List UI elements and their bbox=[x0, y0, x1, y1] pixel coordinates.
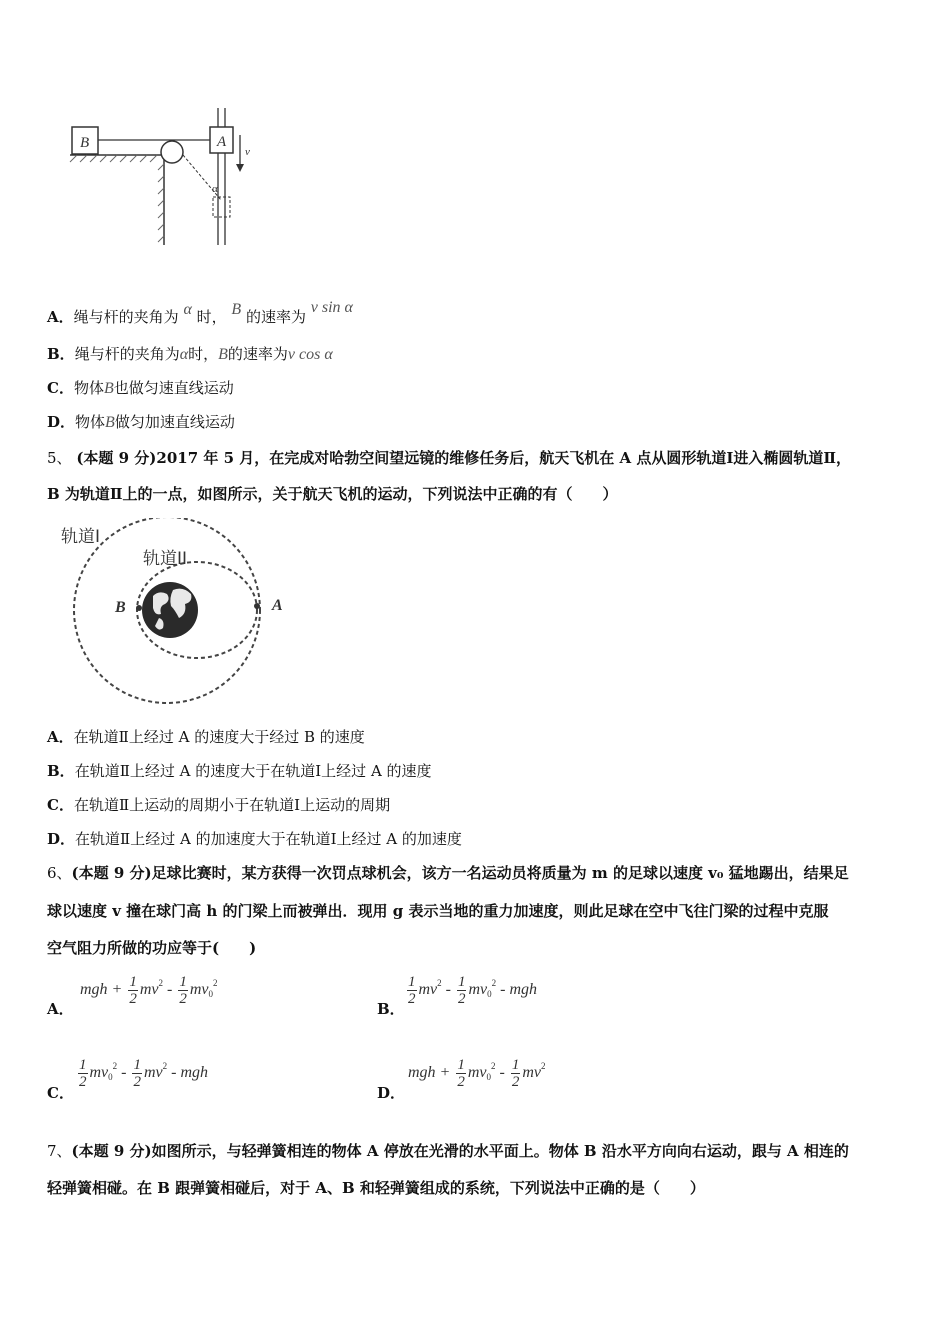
q5-option-d[interactable]: D．在轨道Ⅱ上经过 A 的加速度大于在轨道Ⅰ上经过 A 的加速度 bbox=[47, 830, 462, 848]
q6-option-b-key[interactable]: B． bbox=[377, 1000, 405, 1018]
point-b bbox=[136, 605, 142, 611]
q5-stem-line2: B 为轨道Ⅱ上的一点，如图所示，关于航天飞机的运动，下列说法中正确的有（ ） bbox=[47, 485, 618, 503]
q6-option-a-expr[interactable]: mgh + $\frac{1}{2}$ $mv^2$ - $\frac{1}{2}$ $mv_0^2$ bbox=[80, 974, 218, 1007]
q5-option-a[interactable]: A．在轨道Ⅱ上经过 A 的速度大于经过 B 的速度 bbox=[47, 728, 365, 746]
q6-stem-line3: 空气阻力所做的功应等于( ) bbox=[47, 939, 257, 957]
block-a-label: A bbox=[217, 134, 227, 150]
q6-option-a-key[interactable]: A． bbox=[47, 1000, 74, 1018]
q7-stem-line1: 7、(本题 9 分)如图所示，与轻弹簧相连的物体 A 停放在光滑的水平面上。物体 B 沿水平方向向右运动，跟与 A 相连的 bbox=[47, 1142, 849, 1160]
q6-option-c-key[interactable]: C． bbox=[47, 1084, 74, 1102]
q5-option-c[interactable]: C．在轨道Ⅱ上运动的周期小于在轨道Ⅰ上运动的周期 bbox=[47, 796, 391, 814]
q6-stem-line2: 球以速度 v 撞在球门高 h 的门梁上而被弹出．现用 g 表示当地的重力加速度，则此足球在空中飞往门梁的过程中克服 bbox=[47, 902, 829, 920]
block-a-later bbox=[213, 197, 230, 217]
q6-option-b-expr[interactable]: $\frac{1}{2}$ $mv^2$ - $\frac{1}{2}$ $mv_0^2$ - mgh bbox=[408, 974, 538, 1007]
q6-option-d-key[interactable]: D． bbox=[377, 1084, 406, 1102]
q6-option-c-expr[interactable]: $\frac{1}{2}$ $mv_0^2$ - $\frac{1}{2}$ $mv^2$ - mgh bbox=[79, 1057, 209, 1090]
q7-stem-line2: 轻弹簧相碰。在 B 跟弹簧相碰后，对于 A、B 和轻弹簧组成的系统，下列说法中正确的是（ ） bbox=[47, 1179, 705, 1197]
q6-stem-line1: 6、(本题 9 分)足球比赛时，某方获得一次罚点球机会，该方一名运动员将质量为 m 的足球以速度 v₀ 猛地踢出，结果足 bbox=[47, 864, 849, 882]
alpha-label: α bbox=[212, 183, 218, 195]
point-a bbox=[254, 603, 260, 609]
q5-option-b[interactable]: B．在轨道Ⅱ上经过 A 的速度大于在轨道Ⅰ上经过 A 的速度 bbox=[47, 762, 432, 780]
q4-option-b[interactable]: B．绳与杆的夹角为α时，B的速率为v cos α bbox=[47, 345, 333, 363]
table-hatch bbox=[70, 155, 157, 162]
point-a-label: A bbox=[272, 597, 283, 614]
velocity-arrowhead bbox=[236, 164, 244, 172]
block-b-label: B bbox=[80, 135, 90, 151]
q4-option-c[interactable]: C．物体B也做匀速直线运动 bbox=[47, 379, 234, 397]
q6-option-d-expr[interactable]: mgh + $\frac{1}{2}$ $mv_0^2$ - $\frac{1}{2}$ $mv^2$ bbox=[408, 1057, 546, 1090]
earth bbox=[142, 582, 198, 638]
orbit-2-label: 轨道II bbox=[143, 549, 188, 569]
pulley-figure bbox=[40, 100, 300, 260]
q5-stem-line1: 5、 (本题 9 分)2017 年 5 月，在完成对哈勃空间望远镜的维修任务后，航天飞机在 A 点从圆形轨道Ⅰ进入椭圆轨道Ⅱ， bbox=[47, 449, 852, 467]
q4-option-a[interactable]: A．绳与杆的夹角为 α 时， B 的速率为 v sin α bbox=[47, 299, 353, 326]
orbit-figure bbox=[55, 518, 295, 713]
leg-hatch bbox=[158, 164, 164, 242]
velocity-label: v bbox=[245, 146, 250, 158]
pulley bbox=[161, 141, 183, 163]
point-b-label: B bbox=[115, 599, 126, 616]
q4-option-d[interactable]: D．物体B做匀加速直线运动 bbox=[47, 413, 235, 431]
orbit-1-label: 轨道I bbox=[61, 527, 101, 547]
